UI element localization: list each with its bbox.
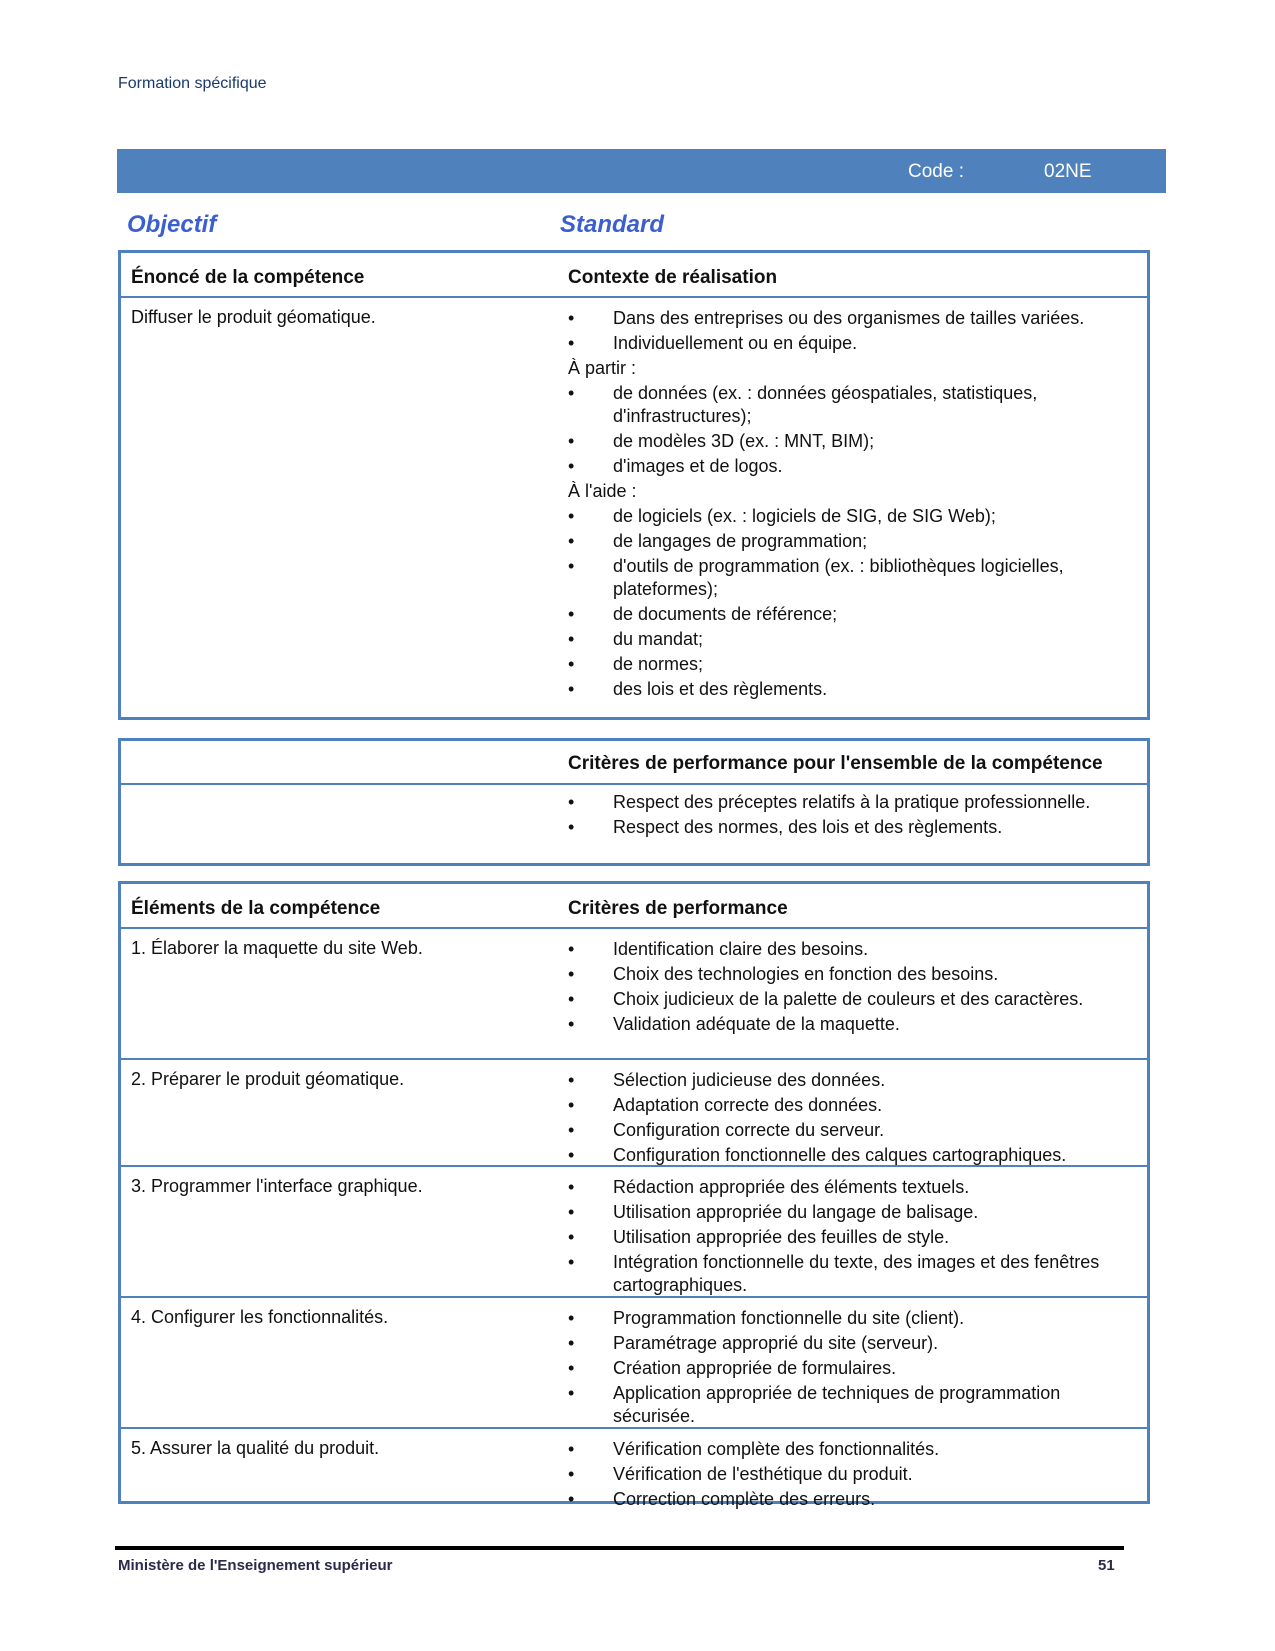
context-item: • de données (ex. : données géospatiales, statistiques, d'infrastructures);: [568, 382, 1137, 428]
criterion-item: • Intégration fonctionnelle du texte, des images et des fenêtres cartographiques.: [568, 1251, 1137, 1297]
page-number: 51: [1098, 1557, 1115, 1574]
criterion-item: • Rédaction appropriée des éléments textuels.: [568, 1176, 1137, 1199]
divider: [121, 927, 1147, 929]
context-item: • d'images et de logos.: [568, 455, 1137, 478]
context-item: • de langages de programmation;: [568, 530, 1137, 553]
context-item: • Dans des entreprises ou des organismes de tailles variées.: [568, 307, 1137, 330]
element-title: 5. Assurer la qualité du produit.: [131, 1438, 380, 1458]
criterion-item: • Configuration correcte du serveur.: [568, 1119, 1137, 1142]
competence-statement: Diffuser le produit géomatique.: [131, 307, 376, 327]
elements-header: Éléments de la compétence: [131, 898, 381, 919]
context-item: • Individuellement ou en équipe.: [568, 332, 1137, 355]
code-value: 02NE: [1044, 161, 1092, 182]
overall-criteria-list: [568, 791, 1137, 841]
criterion-item: • Choix judicieux de la palette de couleurs et des caractères.: [568, 988, 1137, 1011]
elements-criteria-box: [118, 881, 1150, 1509]
objectif-heading: Objectif: [127, 211, 217, 238]
context-item: • d'outils de programmation (ex. : bibliothèques logicielles, plateformes);: [568, 555, 1137, 601]
standard-heading: Standard: [560, 211, 665, 238]
divider: [121, 296, 1147, 298]
element-title: 4. Configurer les fonctionnalités.: [131, 1307, 389, 1327]
statement-header: Énoncé de la compétence: [131, 267, 365, 288]
footer-rule: [115, 1546, 1124, 1550]
element-title: 1. Élaborer la maquette du site Web.: [131, 938, 423, 958]
criterion-item: • Choix des technologies en fonction des besoins.: [568, 963, 1137, 986]
context-item: À l'aide :: [568, 481, 637, 501]
criteria-header: Critères de performance: [568, 898, 788, 919]
divider: [121, 783, 1147, 785]
divider: [121, 1296, 1147, 1298]
context-item: • des lois et des règlements.: [568, 678, 1137, 701]
overall-criteria-header: Critères de performance pour l'ensemble de la compétence: [568, 753, 1103, 774]
criterion-item: • Paramétrage approprié du site (serveur).: [568, 1332, 1137, 1355]
criterion-item: • Validation adéquate de la maquette.: [568, 1013, 1137, 1036]
section-title: Formation spécifique: [118, 75, 267, 92]
element-title: 2. Préparer le produit géomatique.: [131, 1069, 405, 1089]
criterion-item: • Création appropriée de formulaires.: [568, 1357, 1137, 1380]
criterion-item: • Configuration fonctionnelle des calques cartographiques.: [568, 1144, 1137, 1167]
list-item: • Respect des normes, des lois et des règlements.: [568, 816, 1137, 839]
divider: [121, 1058, 1147, 1060]
context-item: • du mandat;: [568, 628, 1137, 651]
criterion-item: • Utilisation appropriée du langage de balisage.: [568, 1201, 1137, 1224]
code-label: Code :: [908, 161, 964, 182]
context-header: Contexte de réalisation: [568, 267, 778, 288]
element-title: 3. Programmer l'interface graphique.: [131, 1176, 423, 1196]
criterion-item: • Correction complète des erreurs.: [568, 1488, 1137, 1511]
criterion-item: • Vérification de l'esthétique du produit.: [568, 1463, 1137, 1486]
context-item: • de modèles 3D (ex. : MNT, BIM);: [568, 430, 1137, 453]
overall-criteria-box: [118, 738, 1150, 866]
divider: [121, 1427, 1147, 1429]
competence-statement-box: [118, 250, 1150, 720]
criterion-item: • Utilisation appropriée des feuilles de style.: [568, 1226, 1137, 1249]
context-item: • de normes;: [568, 653, 1137, 676]
criterion-item: • Application appropriée de techniques de programmation sécurisée.: [568, 1382, 1137, 1428]
context-item: • de documents de référence;: [568, 603, 1137, 626]
criterion-item: • Programmation fonctionnelle du site (client).: [568, 1307, 1137, 1330]
criterion-item: • Sélection judicieuse des données.: [568, 1069, 1137, 1092]
footer-ministry: Ministère de l'Enseignement supérieur: [118, 1557, 393, 1574]
context-item: • de logiciels (ex. : logiciels de SIG, de SIG Web);: [568, 505, 1137, 528]
criterion-item: • Identification claire des besoins.: [568, 938, 1137, 961]
list-item: • Respect des préceptes relatifs à la pratique professionnelle.: [568, 791, 1137, 814]
code-bar: [117, 149, 1166, 193]
context-item: À partir :: [568, 358, 637, 378]
context-list: [568, 307, 1137, 703]
divider: [121, 1165, 1147, 1167]
criterion-item: • Vérification complète des fonctionnalités.: [568, 1438, 1137, 1461]
criterion-item: • Adaptation correcte des données.: [568, 1094, 1137, 1117]
